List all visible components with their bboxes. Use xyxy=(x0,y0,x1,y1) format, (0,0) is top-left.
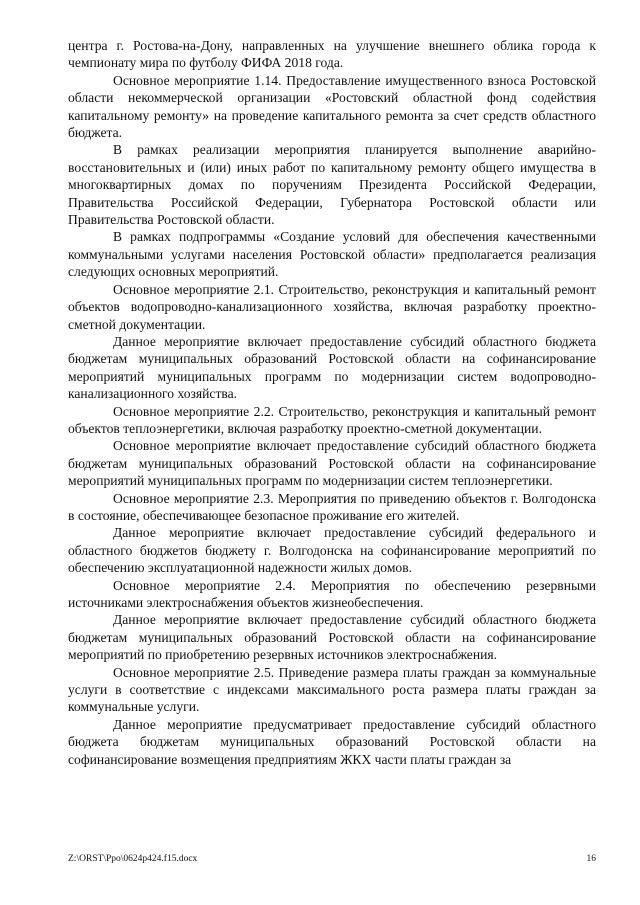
page-number: 16 xyxy=(586,854,596,864)
paragraph-continuation: центра г. Ростова-на-Дону, направленных на улучшение внешнего облика города к чемпионату мира по футболу ФИФА 2018 года. xyxy=(68,38,596,71)
paragraph: В рамках подпрограммы «Создание условий для обеспечения качественными коммунальными услугами населения Ростовской области» предполагается реализация следующих основных мероприятий. xyxy=(68,229,596,280)
paragraph: Основное мероприятие 2.4. Мероприятия по обеспечению резервными источниками электроснабжения объектов жизнеобеспечения. xyxy=(68,577,596,610)
paragraph: Данное мероприятие предусматривает предоставление субсидий областного бюджета бюджетам муниципальных образований Ростовской области на софинансирование возмещения предприятиям ЖКХ части платы граждан за xyxy=(68,716,596,767)
paragraph: Данное мероприятие включает предоставление субсидий федерального и областного бюджетов бюджету г. Волгодонска на софинансирование мероприятий по обеспечению эксплуатационной надежности жилых домов. xyxy=(68,525,596,576)
paragraph: Данное мероприятие включает предоставление субсидий областного бюджета бюджетам муниципальных образований Ростовской области на софинансирование мероприятий по приобретению резервных источников электроснабжения. xyxy=(68,612,596,663)
paragraph: Основное мероприятие 2.1. Строительство, реконструкция и капитальный ремонт объектов водопроводно-канализационного хозяйства, включая разработку проектно-сметной документации. xyxy=(68,281,596,332)
paragraph: В рамках реализации мероприятия планируется выполнение аварийно-восстановительных и (или) иных работ по капитальному ремонту общего имущества в многоквартирных домах по поручениям Президента Российской Федерации, Правительства Российской Федерации, Губернатора Ростовской области или Правительства Ростовской области. xyxy=(68,142,596,228)
paragraph: Основное мероприятие 2.5. Приведение размера платы граждан за коммунальные услуги в соответствие с индексами максимального роста размера платы граждан за коммунальные услуги. xyxy=(68,664,596,715)
footer-file-path: Z:\ORST\Ppo\0624p424.f15.docx xyxy=(68,854,198,864)
paragraph: Основное мероприятие 2.3. Мероприятия по приведению объектов г. Волгодонска в состояние, обеспечивающее безопасное проживание его жителей. xyxy=(68,490,596,523)
page-footer xyxy=(68,853,596,865)
paragraph: Основное мероприятие 1.14. Предоставление имущественного взноса Ростовской области некоммерческой организации «Ростовский областной фонд содействия капитальному ремонту» на проведение капитального ремонта за счет средств областного бюджета. xyxy=(68,72,596,141)
paragraph: Основное мероприятие включает предоставление субсидий областного бюджета бюджетам муниципальных образований Ростовской области на софинансирование мероприятий муниципальных программ по модернизации систем теплоэнергетики. xyxy=(68,438,596,489)
document-body xyxy=(68,37,596,768)
paragraph: Основное мероприятие 2.2. Строительство, реконструкция и капитальный ремонт объектов теплоэнергетики, включая разработку проектно-сметной документации. xyxy=(68,403,596,436)
paragraph: Данное мероприятие включает предоставление субсидий областного бюджета бюджетам муниципальных образований Ростовской области на софинансирование мероприятий муниципальных программ по модернизации систем водопроводно-канализационного хозяйства. xyxy=(68,333,596,402)
